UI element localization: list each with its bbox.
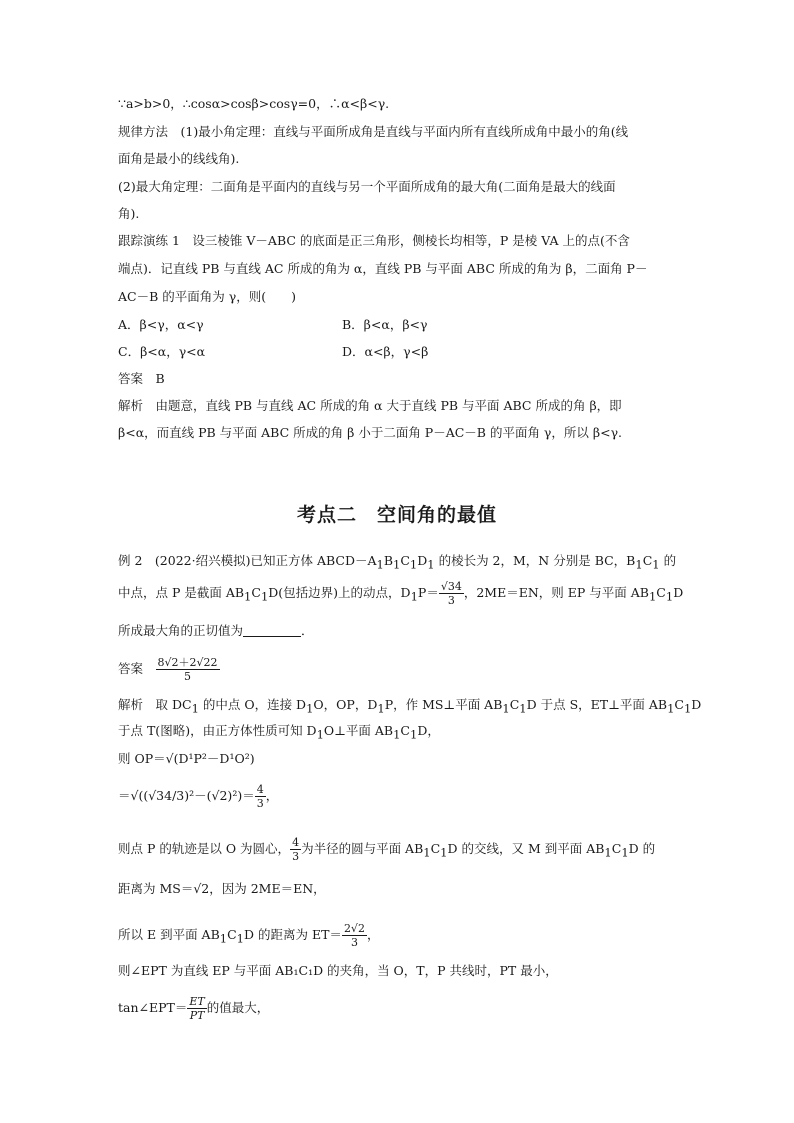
subscript: 1 bbox=[502, 701, 510, 716]
example-text: 的 bbox=[659, 553, 677, 568]
example-text: C bbox=[400, 553, 410, 568]
subscript: 1 bbox=[410, 589, 418, 604]
analysis-text: tan∠EPT＝ bbox=[118, 1000, 188, 1015]
analysis-text: O⊥平面 AB bbox=[323, 723, 394, 738]
fraction-numerator: 8√2＋2√22 bbox=[157, 656, 218, 669]
example-text: 例 2 (2022·绍兴模拟)已知正方体 ABCD－A bbox=[118, 553, 377, 568]
subscript: 1 bbox=[621, 845, 629, 860]
subscript: 1 bbox=[519, 701, 527, 716]
intro-line: ∵a>b>0，∴cosα>cosβ>cosγ=0，∴α<β<γ. bbox=[118, 96, 390, 111]
analysis-text: 的值最大， bbox=[206, 1000, 270, 1015]
option-d: D．α<β，γ<β bbox=[342, 344, 429, 359]
analysis-text: O，OP，D bbox=[313, 697, 378, 712]
subscript: 1 bbox=[652, 557, 660, 572]
example-text: B bbox=[383, 553, 394, 568]
option-b: B．β<α，β<γ bbox=[342, 317, 428, 332]
analysis-line-8: 则∠EPT 为直线 EP 与平面 AB₁C₁D 的夹角，当 O，T，P 共线时，PT 最小， bbox=[118, 963, 558, 978]
analysis-text: D， bbox=[417, 723, 440, 738]
subscript: 1 bbox=[648, 589, 657, 604]
example-text: 的棱长为 2，M，N 分别是 BC，B bbox=[434, 553, 636, 568]
subscript: 1 bbox=[393, 727, 401, 742]
example-text: ． bbox=[301, 623, 314, 638]
analysis-line-2 bbox=[118, 722, 678, 744]
example-text: D(包括边界)上的动点，D bbox=[268, 585, 411, 600]
example-text: C bbox=[656, 585, 666, 600]
practice-line-3: AC－B 的平面角为 γ，则( ) bbox=[118, 289, 296, 304]
subscript: 1 bbox=[219, 931, 228, 946]
analysis-line-1 bbox=[118, 696, 702, 718]
subscript: 1 bbox=[409, 557, 418, 572]
rule-text-1b: 面角是最小的线线角). bbox=[118, 151, 240, 166]
analysis-line-4 bbox=[118, 783, 678, 810]
subscript: 1 bbox=[191, 701, 199, 716]
fraction-4-over-3 bbox=[255, 783, 266, 810]
analysis-text: C bbox=[227, 927, 237, 942]
subscript: 1 bbox=[236, 931, 244, 946]
example-text: 所成最大角的正切值为 bbox=[118, 623, 244, 638]
analysis-text: D bbox=[691, 697, 702, 712]
analysis-text: 则点 P 的轨迹是以 O 为圆心， bbox=[118, 841, 291, 856]
example-text: ，2ME＝EN，则 EP 与平面 AB bbox=[463, 585, 649, 600]
analysis-text: ， bbox=[366, 927, 380, 942]
analysis-text: C bbox=[400, 723, 410, 738]
subscript: 1 bbox=[376, 557, 384, 572]
fraction-et-over-pt bbox=[187, 995, 206, 1022]
fraction-numerator: 2√2 bbox=[343, 922, 365, 935]
analysis-text: C bbox=[674, 697, 684, 712]
analysis-text: D 的 bbox=[628, 841, 656, 856]
example-line-1 bbox=[118, 552, 678, 574]
subscript: 1 bbox=[260, 589, 269, 604]
analysis-text: 为半径的圆与平面 AB bbox=[301, 841, 424, 856]
subscript: 1 bbox=[667, 701, 675, 716]
analysis-text: D 的交线，又 M 到平面 AB bbox=[447, 841, 605, 856]
rule-text-2a: (2)最大角定理：二面角是平面内的直线与另一个平面所成角的最大角(二面角是最大的线面 bbox=[118, 179, 616, 194]
analysis-text: 解析 取 DC bbox=[118, 697, 192, 712]
fraction-numerator: 4 bbox=[292, 836, 300, 849]
subscript: 1 bbox=[393, 557, 401, 572]
option-c: C．β<α，γ<α bbox=[118, 344, 206, 359]
fraction-denominator: 3 bbox=[447, 594, 455, 607]
subscript: 1 bbox=[427, 557, 435, 572]
analysis-line-6: 距离为 MS＝√2，因为 2ME＝EN， bbox=[118, 881, 326, 896]
subscript: 1 bbox=[665, 589, 674, 604]
example-line-2 bbox=[118, 580, 684, 607]
subscript: 1 bbox=[410, 727, 418, 742]
analysis-line-9 bbox=[118, 995, 678, 1022]
analysis-line-3: 则 OP＝√(D¹P²－D¹O²) bbox=[118, 751, 255, 766]
section-title: 考点二 空间角的最值 bbox=[296, 504, 497, 526]
fraction-denominator: 3 bbox=[292, 850, 300, 863]
subscript: 1 bbox=[440, 845, 448, 860]
example-text: P＝ bbox=[417, 585, 439, 600]
fraction-denominator: 3 bbox=[350, 936, 358, 949]
example-text: D bbox=[673, 585, 684, 600]
rule-text-1a: (1)最小角定理：直线与平面所成角是直线与平面内所有直线所成角中最小的角(线 bbox=[180, 124, 629, 139]
analysis-text: ， bbox=[265, 788, 279, 803]
practice-answer: 答案 B bbox=[118, 371, 165, 386]
fraction-denominator: 5 bbox=[184, 670, 192, 683]
analysis-text: C bbox=[430, 841, 441, 856]
example-text: C bbox=[251, 585, 261, 600]
fraction-4-over-3 bbox=[290, 836, 301, 863]
answer-fraction bbox=[156, 656, 220, 683]
analysis-text: D 的距离为 ET＝ bbox=[244, 927, 342, 942]
subscript: 1 bbox=[683, 701, 692, 716]
analysis-text: P，作 MS⊥平面 AB bbox=[384, 697, 503, 712]
analysis-line-7 bbox=[118, 922, 678, 949]
subscript: 1 bbox=[244, 589, 252, 604]
subscript: 1 bbox=[316, 727, 324, 742]
practice-line-2: 端点)．记直线 PB 与直线 AC 所成的角为 α，直线 PB 与平面 ABC 所成的角为 β，二面角 P－ bbox=[118, 261, 648, 276]
fraction-2sqrt2-over-3 bbox=[342, 922, 367, 949]
analysis-text: 的中点 O，连接 D bbox=[198, 697, 307, 712]
rule-method-line bbox=[118, 123, 678, 141]
subscript: 1 bbox=[377, 701, 385, 716]
fraction-denominator: PT bbox=[189, 1009, 205, 1022]
rule-label: 规律方法 bbox=[118, 124, 169, 139]
analysis-text: 于点 T(图略)，由正方体性质可知 D bbox=[118, 723, 317, 738]
fraction-denominator: 3 bbox=[256, 797, 264, 810]
example-text: C bbox=[642, 553, 653, 568]
subscript: 1 bbox=[306, 701, 314, 716]
analysis-text: ＝√((√34/3)²－(√2)²)＝ bbox=[118, 788, 255, 803]
rule-text-2b: 角). bbox=[118, 206, 140, 221]
practice-analysis-1: 解析 由题意，直线 PB 与直线 AC 所成的角 α 大于直线 PB 与平面 ABC 所成的角 β，即 bbox=[118, 398, 622, 413]
subscript: 1 bbox=[604, 845, 612, 860]
analysis-text: 所以 E 到平面 AB bbox=[118, 927, 220, 942]
answer-label: 答案 bbox=[118, 661, 144, 676]
analysis-text: D 于点 S，ET⊥平面 AB bbox=[526, 697, 668, 712]
fraction-sqrt34-over-3 bbox=[439, 580, 464, 607]
fraction-numerator: 4 bbox=[256, 783, 264, 796]
analysis-text: C bbox=[509, 697, 520, 712]
analysis-line-5 bbox=[118, 836, 678, 863]
example-answer bbox=[118, 656, 678, 683]
fraction-numerator: √34 bbox=[440, 580, 462, 593]
practice-line-1: 跟踪演练 1 设三棱锥 V－ABC 的底面是正三角形，侧棱长均相等，P 是棱 VA 上的点(不含 bbox=[118, 233, 630, 248]
fraction-numerator: ET bbox=[189, 995, 205, 1008]
example-text: D bbox=[417, 553, 428, 568]
example-text: 中点，点 P 是截面 AB bbox=[118, 585, 245, 600]
example-line-3 bbox=[118, 622, 678, 640]
subscript: 1 bbox=[423, 845, 431, 860]
option-a: A．β<γ，α<γ bbox=[118, 317, 204, 332]
analysis-text: C bbox=[611, 841, 622, 856]
practice-analysis-2: β<α，而直线 PB 与平面 ABC 所成的角 β 小于二面角 P－AC－B 的平面角 γ，所以 β<γ. bbox=[118, 425, 623, 440]
subscript: 1 bbox=[635, 557, 643, 572]
answer-blank bbox=[243, 624, 301, 637]
